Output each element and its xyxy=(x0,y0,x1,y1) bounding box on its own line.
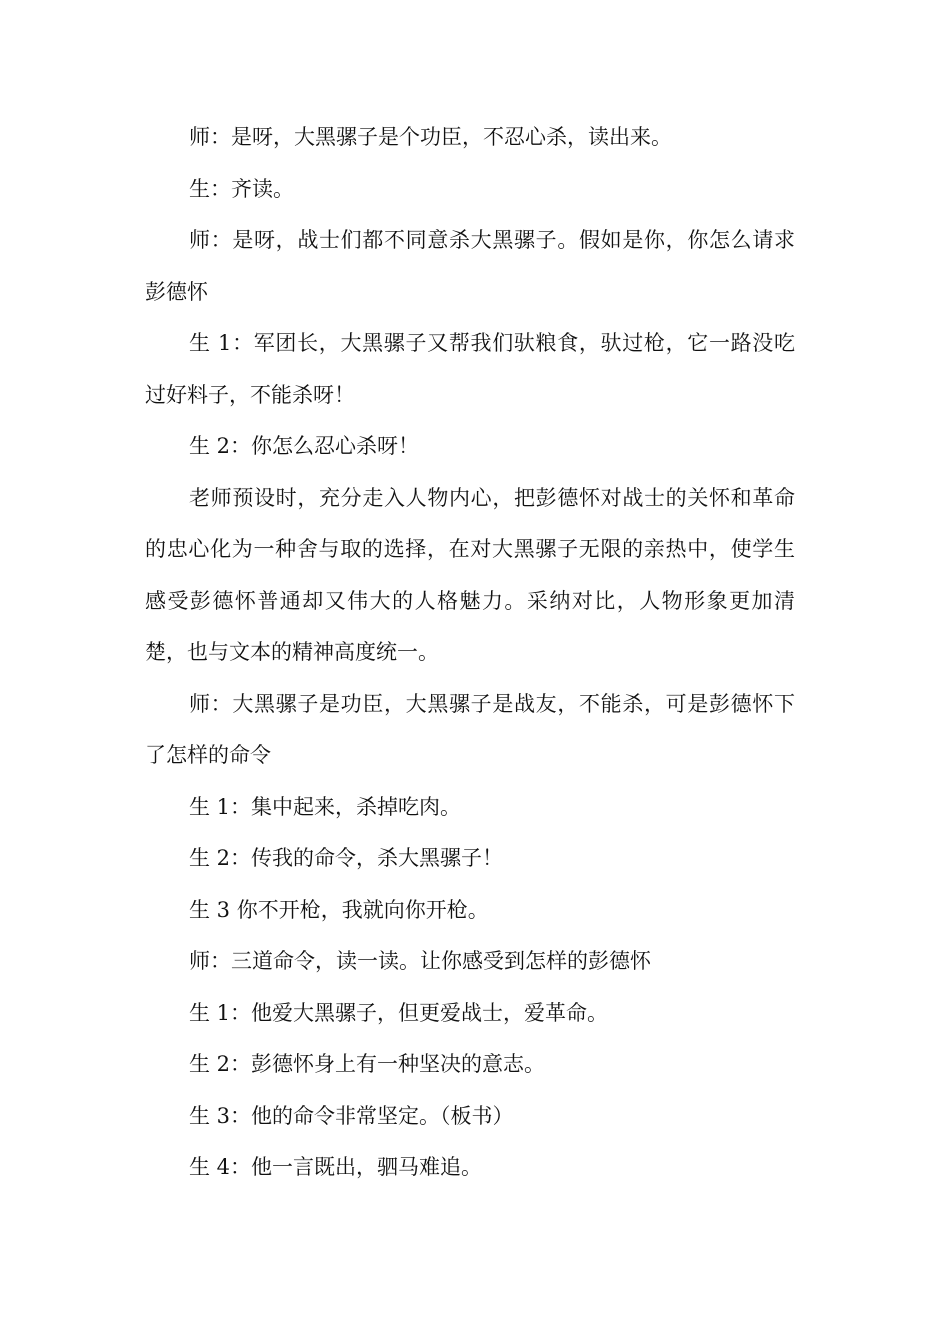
paragraph-student-4: 生 1：集中起来，杀掉吃肉。 xyxy=(189,794,462,819)
paragraph-student-7: 生 1：他爱大黑骡子，但更爱战士，爱革命。 xyxy=(189,1000,609,1025)
paragraph-student-8: 生 2：彭德怀身上有一种坚决的意志。 xyxy=(189,1052,546,1076)
paragraph-teacher-1: 师：是呀，大黑骡子是个功臣，不忍心杀，读出来。 xyxy=(189,125,672,149)
document-body xyxy=(145,112,795,1194)
paragraph-student-2: 生 1：军团长，大黑骡子又帮我们驮粮食，驮过枪，它一路没吃过好料子，不能杀呀！ xyxy=(145,331,795,407)
paragraph-student-3: 生 2：你怎么忍心杀呀！ xyxy=(189,434,420,458)
paragraph-student-1: 生：齐读。 xyxy=(189,176,294,201)
paragraph-student-6: 生 3 你不开枪，我就向你开枪。 xyxy=(189,897,489,922)
paragraph-student-5: 生 2：传我的命令，杀大黑骡子！ xyxy=(189,846,504,870)
paragraph-student-9: 生 3：他的命令非常坚定。（板书） xyxy=(189,1103,514,1128)
paragraph-commentary: 老师预设时，充分走入人物内心，把彭德怀对战士的关怀和革命的忠心化为一种舍与取的选择，在对大黑骡子无限的亲热中，使学生感受彭德怀普通却又伟大的人格魅力。采纳对比，人物形象更加清楚，也与文本的精神高度统一。 xyxy=(145,485,795,664)
paragraph-teacher-2: 师：是呀，战士们都不同意杀大黑骡子。假如是你，你怎么请求彭德怀 xyxy=(145,228,795,304)
paragraph-student-10: 生 4：他一言既出，驷马难追。 xyxy=(189,1155,483,1179)
paragraph-teacher-4: 师：三道命令，读一读。让你感受到怎样的彭德怀 xyxy=(189,949,651,973)
paragraph-teacher-3: 师：大黑骡子是功臣，大黑骡子是战友，不能杀，可是彭德怀下了怎样的命令 xyxy=(145,691,795,767)
